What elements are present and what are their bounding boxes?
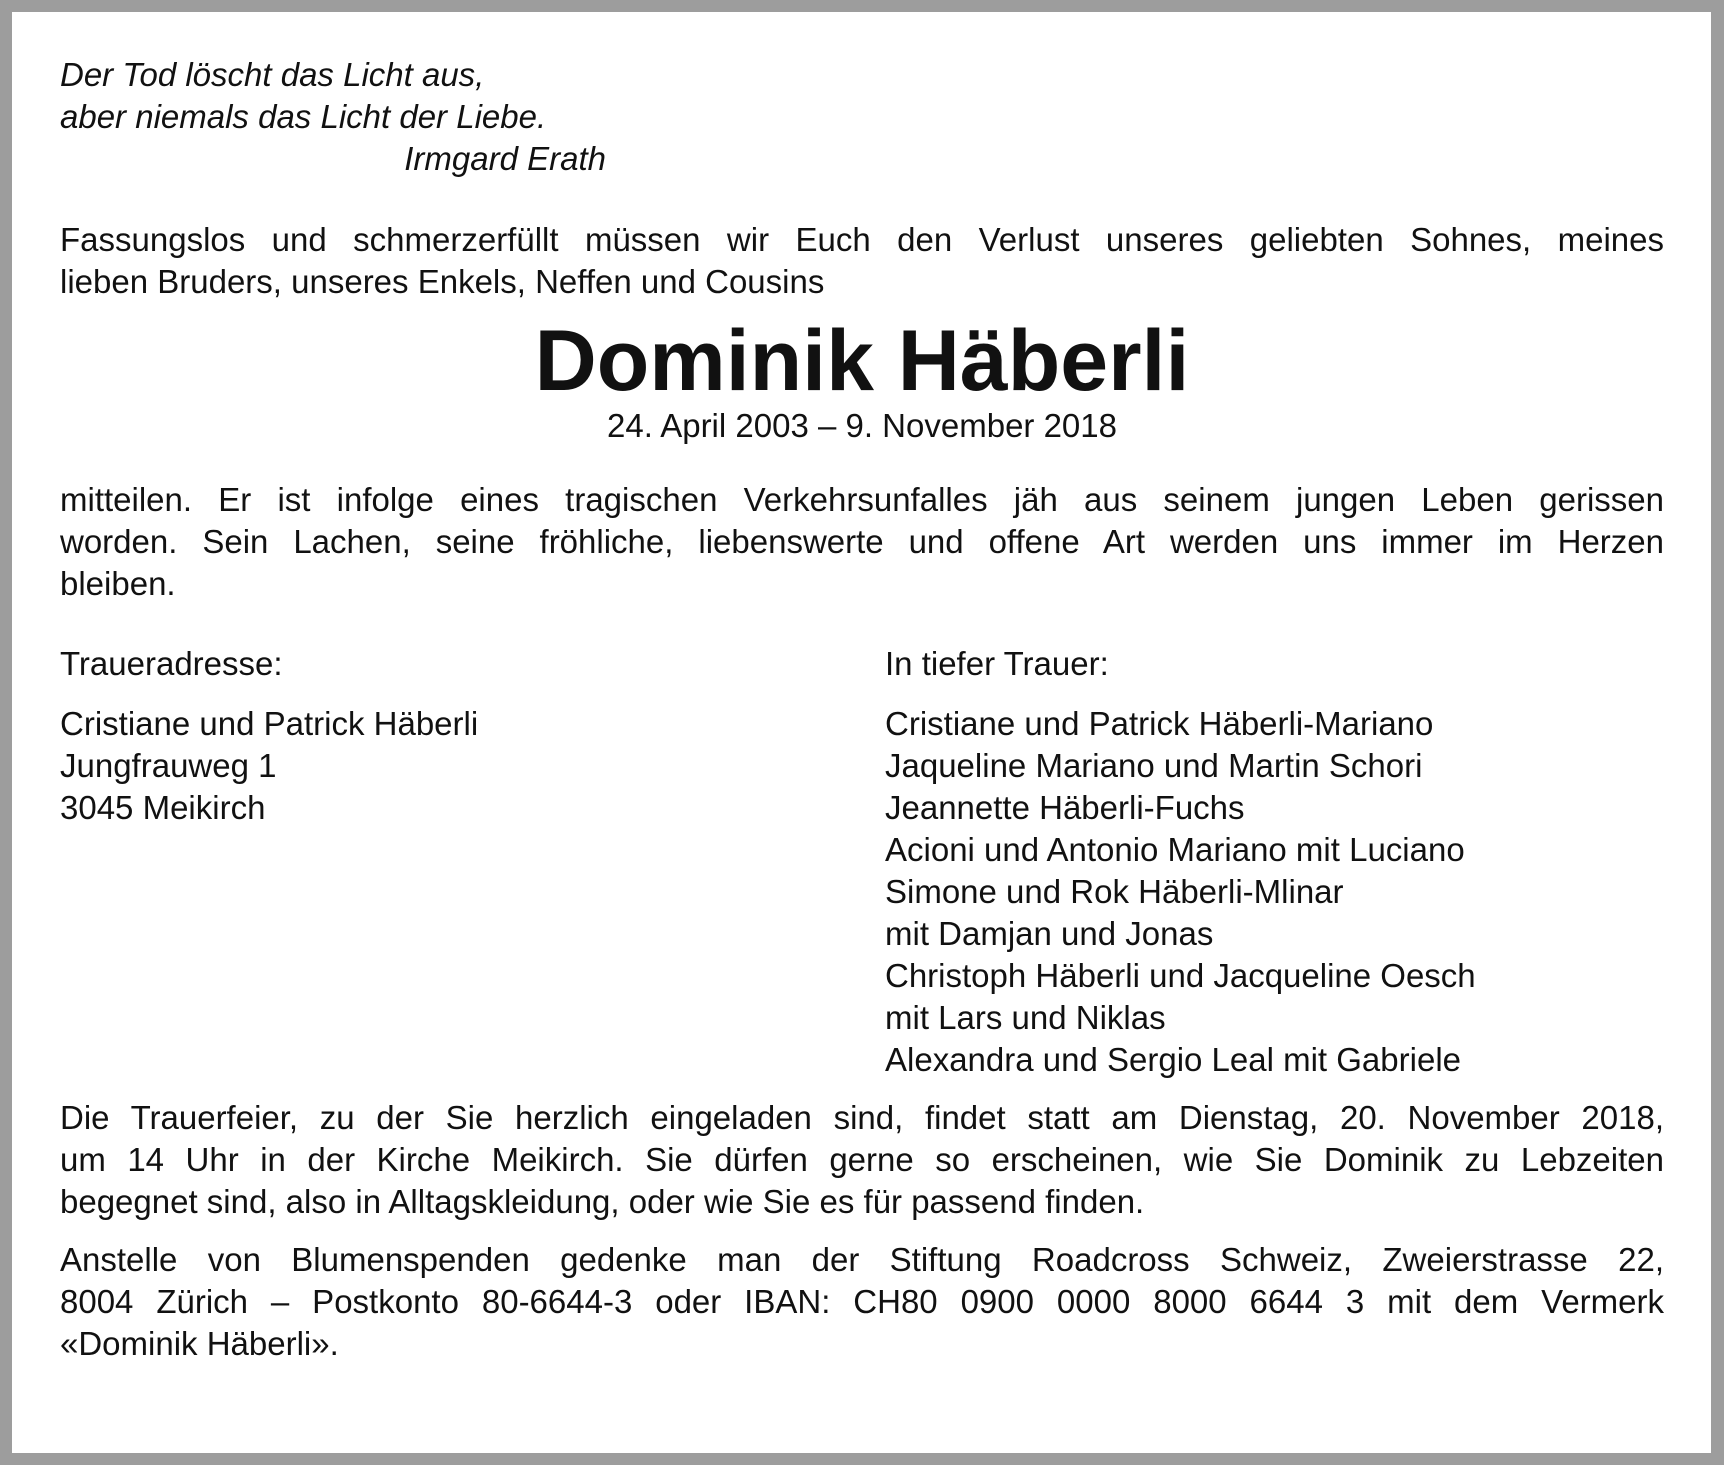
ceremony-line-1: Die Trauerfeier, zu der Sie herzlich eingeladen sind, findet statt am Dienstag, 20. November 2018, bbox=[60, 1099, 1664, 1136]
mourner-line: Simone und Rok Häberli-Mlinar bbox=[885, 873, 1344, 910]
message-line-3: bleiben. bbox=[60, 565, 176, 602]
mourning-address bbox=[60, 643, 840, 829]
intro-line-2: lieben Bruders, unseres Enkels, Neffen und Cousins bbox=[60, 263, 825, 300]
mourner-line: mit Damjan und Jonas bbox=[885, 915, 1214, 952]
address-line: 3045 Meikirch bbox=[60, 789, 266, 826]
contact-columns bbox=[60, 643, 1664, 1097]
mourners-list bbox=[885, 643, 1664, 1081]
mourner-line: Jaqueline Mariano und Martin Schori bbox=[885, 747, 1423, 784]
quote-line-2: aber niemals das Licht der Liebe. bbox=[60, 98, 547, 135]
intro-line-1: Fassungslos und schmerzerfüllt müssen wir Euch den Verlust unseres geliebten Sohnes, meines bbox=[60, 221, 1664, 258]
donation-line-3: «Dominik Häberli». bbox=[60, 1325, 339, 1362]
address-heading: Traueradresse: bbox=[60, 645, 283, 682]
mourner-line: Alexandra und Sergio Leal mit Gabriele bbox=[885, 1041, 1462, 1078]
ceremony-line-2: um 14 Uhr in der Kirche Meikirch. Sie dürfen gerne so erscheinen, wie Sie Dominik zu Lebzeiten bbox=[60, 1141, 1664, 1178]
ceremony-line-3: begegnet sind, also in Alltagskleidung, oder wie Sie es für passend finden. bbox=[60, 1183, 1145, 1220]
message-line-1: mitteilen. Er ist infolge eines tragischen Verkehrsunfalles jäh aus seinem jungen Leben gerissen bbox=[60, 481, 1664, 518]
intro-text bbox=[60, 219, 1664, 303]
donation-line-1: Anstelle von Blumenspenden gedenke man der Stiftung Roadcross Schweiz, Zweierstrasse 22, bbox=[60, 1241, 1664, 1278]
donation-line-2: 8004 Zürich – Postkonto 80-6644-3 oder IBAN: CH80 0900 0000 8000 6644 3 mit dem Vermerk bbox=[60, 1283, 1664, 1320]
mourner-line: Cristiane und Patrick Häberli-Mariano bbox=[885, 705, 1434, 742]
address-line: Jungfrauweg 1 bbox=[60, 747, 277, 784]
life-dates: 24. April 2003 – 9. November 2018 bbox=[606, 407, 1117, 444]
announcement-text bbox=[60, 479, 1664, 605]
quote-author: Irmgard Erath bbox=[404, 140, 606, 177]
quote-line-1: Der Tod löscht das Licht aus, bbox=[60, 56, 485, 93]
epigraph-quote bbox=[60, 54, 606, 180]
address-line: Cristiane und Patrick Häberli bbox=[60, 705, 479, 742]
mourner-line: Acioni und Antonio Mariano mit Luciano bbox=[885, 831, 1465, 868]
obituary-content bbox=[60, 54, 1664, 1365]
mourner-line: Christoph Häberli und Jacqueline Oesch bbox=[885, 957, 1476, 994]
message-line-2: worden. Sein Lachen, seine fröhliche, liebenswerte und offene Art werden uns immer im Herzen bbox=[60, 523, 1664, 560]
obituary-page bbox=[12, 12, 1711, 1453]
mourner-line: Jeannette Häberli-Fuchs bbox=[885, 789, 1245, 826]
funeral-ceremony-text bbox=[60, 1097, 1664, 1223]
deceased-name: Dominik Häberli bbox=[534, 313, 1190, 409]
mourner-line: mit Lars und Niklas bbox=[885, 999, 1166, 1036]
mourners-heading: In tiefer Trauer: bbox=[885, 645, 1109, 682]
donation-text bbox=[60, 1239, 1664, 1365]
